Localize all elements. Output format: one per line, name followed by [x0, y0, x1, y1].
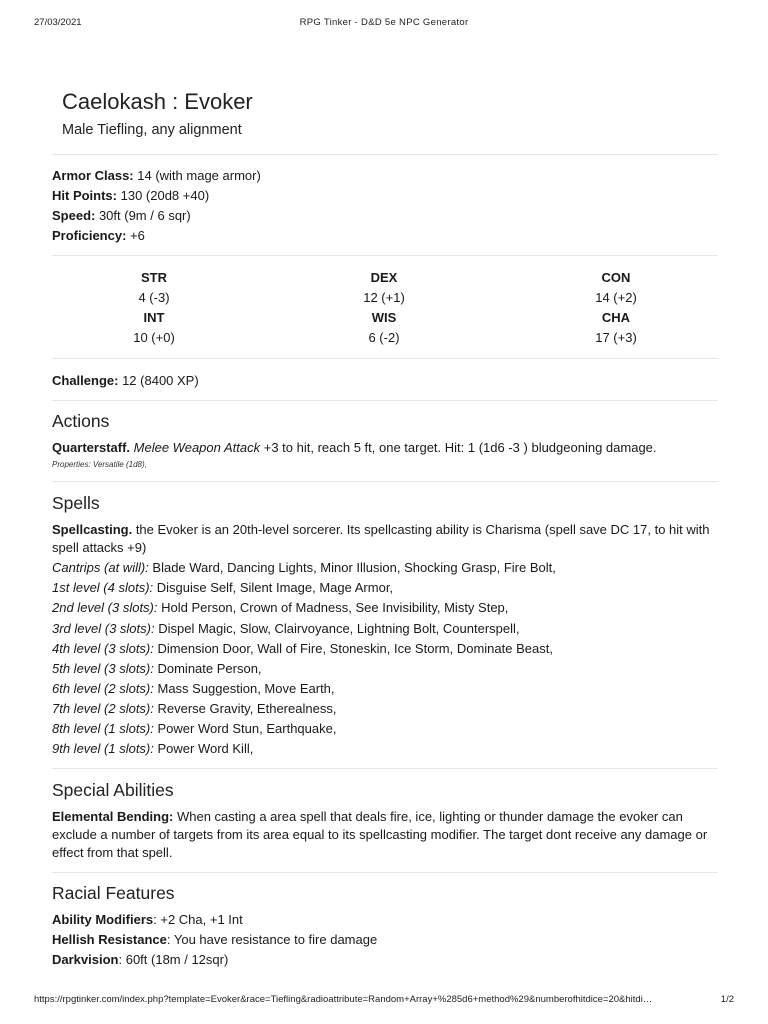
ability-name: WIS — [371, 310, 397, 325]
ability-dex — [284, 268, 484, 308]
ability-name: DEX — [370, 270, 398, 285]
speed-value: 30ft (9m / 6 sqr) — [95, 208, 191, 223]
racial-feature-text: : +2 Cha, +1 Int — [153, 912, 243, 927]
print-url[interactable]: https://rpgtinker.com/index.php?template=Evoker&race=Tiefling&radioattribute=Random+Array+%285d6+method%29&numberofhitdice=20&hitdi… — [34, 994, 653, 1005]
hit-points-label: Hit Points: — [52, 188, 117, 203]
spell-level-row — [52, 598, 508, 618]
spell-level-label: 2nd level (3 slots): — [52, 600, 158, 615]
racial-feature-label: Ability Modifiers — [52, 912, 154, 927]
racial-features-heading: Racial Features — [52, 883, 175, 903]
ability-name: CON — [601, 270, 631, 285]
spellcasting-label: Spellcasting. — [52, 522, 133, 537]
ability-name: INT — [143, 310, 165, 325]
speed-line — [52, 206, 191, 226]
spell-level-row — [52, 578, 393, 598]
special-abilities-heading: Special Abilities — [52, 780, 174, 800]
racial-feature-label: Darkvision — [52, 952, 119, 967]
spell-list: Disguise Self, Silent Image, Mage Armor, — [153, 580, 394, 595]
racial-feature — [52, 950, 228, 970]
challenge-value: 12 (8400 XP) — [118, 373, 199, 388]
divider — [52, 768, 718, 769]
special-ability-line3: effect from that spell. — [52, 845, 173, 860]
racial-feature-text: : You have resistance to fire damage — [166, 932, 378, 947]
proficiency-line — [52, 226, 145, 246]
proficiency-label: Proficiency: — [52, 228, 127, 243]
spell-list: Dispel Magic, Slow, Clairvoyance, Lightning Bolt, Counterspell, — [154, 621, 520, 636]
print-date: 27/03/2021 — [34, 17, 82, 28]
spell-level-label: 8th level (1 slots): — [52, 721, 154, 736]
ability-value: 10 (+0) — [133, 330, 175, 345]
npc-name: Caelokash : Evoker — [62, 89, 253, 114]
ability-int — [54, 308, 254, 348]
spell-level-row — [52, 719, 336, 739]
armor-class-label: Armor Class: — [52, 168, 134, 183]
spell-level-row — [52, 739, 253, 759]
speed-label: Speed: — [52, 208, 96, 223]
spells-heading: Spells — [52, 493, 100, 513]
spell-list: Dimension Door, Wall of Fire, Stoneskin, Ice Storm, Dominate Beast, — [153, 641, 553, 656]
ability-value: 14 (+2) — [595, 290, 637, 305]
hit-points-line — [52, 186, 209, 206]
actions-heading: Actions — [52, 411, 110, 431]
spell-level-label: 1st level (4 slots): — [52, 580, 154, 595]
spell-list: Power Word Stun, Earthquake, — [153, 721, 337, 736]
special-ability-text: When casting a area spell that deals fire, ice, lighting or thunder damage the evoker can — [173, 809, 683, 824]
special-ability-name: Elemental Bending: — [52, 809, 174, 824]
ability-name: CHA — [601, 310, 631, 325]
action-attack-type: Melee Weapon Attack — [133, 440, 261, 455]
racial-feature — [52, 930, 377, 950]
ability-value: 17 (+3) — [595, 330, 637, 345]
divider — [52, 400, 718, 401]
challenge-line — [52, 371, 199, 391]
ability-cha — [516, 308, 716, 348]
spell-list: Power Word Kill, — [153, 741, 254, 756]
spellcasting-intro-line2: spell attacks +9) — [52, 540, 147, 555]
spell-list: Blade Ward, Dancing Lights, Minor Illusion, Shocking Grasp, Fire Bolt, — [148, 560, 556, 575]
spell-level-row — [52, 699, 336, 719]
racial-feature-label: Hellish Resistance — [52, 932, 167, 947]
ability-name: STR — [141, 270, 167, 285]
challenge-label: Challenge: — [52, 373, 119, 388]
divider — [52, 872, 718, 873]
spell-level-label: 5th level (3 slots): — [52, 661, 154, 676]
hit-points-value: 130 (20d8 +40) — [117, 188, 210, 203]
spell-level-row — [52, 659, 262, 679]
ability-value: 6 (-2) — [368, 330, 400, 345]
divider — [52, 358, 718, 359]
action-name: Quarterstaff. — [52, 440, 131, 455]
ability-str — [54, 268, 254, 308]
armor-class-line — [52, 166, 261, 186]
action-text: +3 to hit, reach 5 ft, one target. Hit: 1 (1d6 -3 ) bludgeoning damage. — [260, 440, 657, 455]
spellcasting-text: the Evoker is an 20th-level sorcerer. Its spellcasting ability is Charisma (spell save DC 17, to hit with — [132, 522, 710, 537]
spell-level-label: 3rd level (3 slots): — [52, 621, 155, 636]
npc-subtitle: Male Tiefling, any alignment — [62, 122, 242, 138]
racial-feature — [52, 910, 243, 930]
action-properties: Properties: Versatile (1d8), — [52, 460, 147, 469]
spell-level-row — [52, 619, 520, 639]
npc-title-block — [62, 88, 253, 138]
spell-list: Dominate Person, — [153, 661, 262, 676]
ability-value: 4 (-3) — [138, 290, 170, 305]
spell-level-label: 6th level (2 slots): — [52, 681, 154, 696]
spell-level-row — [52, 558, 556, 578]
spellcasting-intro-line1 — [52, 520, 710, 540]
spell-list: Reverse Gravity, Etherealness, — [153, 701, 337, 716]
spell-level-row — [52, 639, 553, 659]
divider — [52, 154, 718, 155]
spell-list: Hold Person, Crown of Madness, See Invisibility, Misty Step, — [157, 600, 509, 615]
spell-level-label: 7th level (2 slots): — [52, 701, 154, 716]
print-header — [0, 17, 768, 29]
ability-con — [516, 268, 716, 308]
armor-class-value: 14 (with mage armor) — [133, 168, 261, 183]
special-ability-line1 — [52, 807, 683, 827]
proficiency-value: +6 — [126, 228, 145, 243]
spell-list: Mass Suggestion, Move Earth, — [153, 681, 335, 696]
spell-level-row — [52, 679, 335, 699]
spell-level-label: 9th level (1 slots): — [52, 741, 154, 756]
print-page-title: RPG Tinker - D&D 5e NPC Generator — [299, 17, 469, 28]
divider — [52, 255, 718, 256]
print-page-number: 1/2 — [720, 994, 734, 1005]
racial-feature-text: : 60ft (18m / 12sqr) — [118, 952, 229, 967]
ability-value: 12 (+1) — [363, 290, 405, 305]
spell-level-label: Cantrips (at will): — [52, 560, 149, 575]
special-ability-line2: exclude a number of targets from its area equal to its spellcasting modifier. The target dont receive any damage or — [52, 827, 708, 842]
spell-level-label: 4th level (3 slots): — [52, 641, 154, 656]
action-quarterstaff — [52, 438, 657, 458]
divider — [52, 481, 718, 482]
print-footer — [0, 994, 768, 1006]
ability-wis — [284, 308, 484, 348]
